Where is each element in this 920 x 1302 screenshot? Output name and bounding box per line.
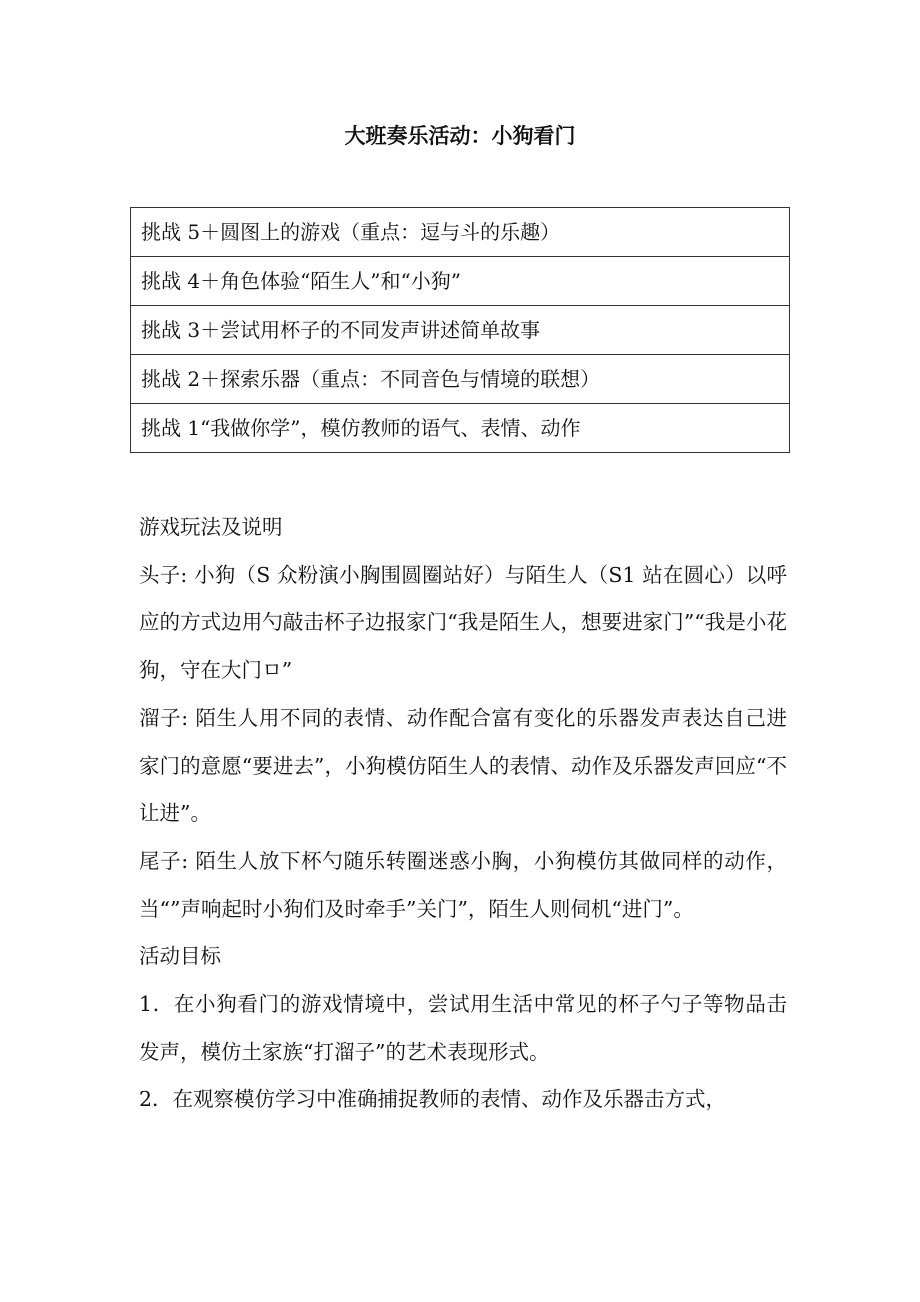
document-title: 大班奏乐活动：小狗看门 <box>344 124 576 148</box>
paragraph-liuzi: 溜子: 陌生人用不同的表情、动作配合富有变化的乐器发声表达自己进家门的意愿“要进去”，小狗模仿陌生人的表情、动作及乐器发声回应“不让进”。 <box>139 705 787 826</box>
table-cell: 挑战 4＋角色体验“陌生人”和“小狗” <box>131 257 790 306</box>
goal-item-2: 2．在观察模仿学习中准确捕捉教师的表情、动作及乐器击方式， <box>139 1087 727 1112</box>
section-heading-gameplay: 游戏玩法及说明 <box>139 515 283 539</box>
table-row <box>131 208 790 257</box>
document-body <box>139 504 787 1124</box>
table-row <box>131 257 790 306</box>
table-row <box>131 306 790 355</box>
table-cell: 挑战 2＋探索乐器（重点：不同音色与情境的联想） <box>131 355 790 404</box>
table-row <box>131 355 790 404</box>
table-row <box>131 404 790 453</box>
goal-item-1: 1．在小狗看门的游戏情境中，尝试用生活中常见的杯子勺子等物品击发声，模仿土家族“打溜子”的艺术表现形式。 <box>139 992 787 1064</box>
table-cell: 挑战 1“我做你学”，模仿教师的语气、表情、动作 <box>131 404 790 453</box>
section-heading-goals: 活动目标 <box>139 944 221 969</box>
challenge-table <box>130 207 790 453</box>
table-cell: 挑战 5＋圆图上的游戏（重点：逗与斗的乐趣） <box>131 208 790 257</box>
paragraph-weizi: 尾子: 陌生人放下杯勺随乐转圈迷惑小胸，小狗模仿其做同样的动作，当“”声响起时小狗们及时牵手”关门”，陌生人则伺机“进门”。 <box>139 848 787 921</box>
paragraph-touzi: 头子: 小狗（S 众粉演小胸围圆圈站好）与陌生人（S1 站在圆心）以呼应的方式边用勺敲击杯子边报家门“我是陌生人，想要进家门”“我是小花狗，守在大门ㅁ” <box>139 562 787 683</box>
table-cell: 挑战 3＋尝试用杯子的不同发声讲述简单故事 <box>131 306 790 355</box>
